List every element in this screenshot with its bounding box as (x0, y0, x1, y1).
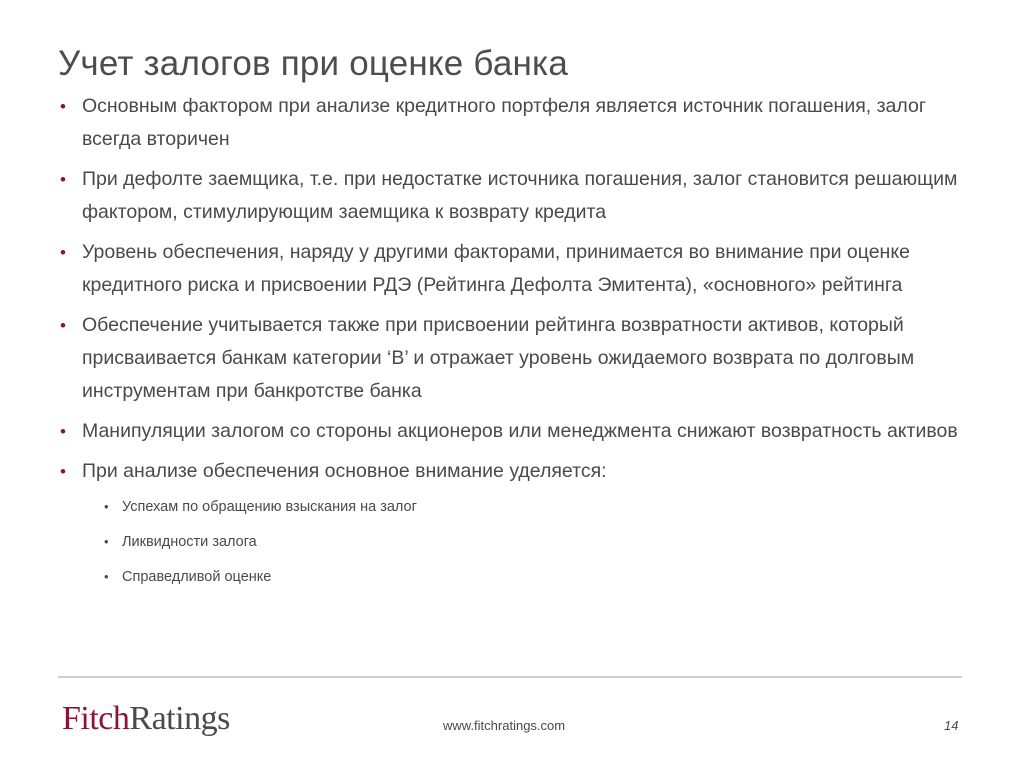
fitch-ratings-logo (62, 700, 230, 738)
bullet-text: Обеспечение учитывается также при присвоении рейтинга возвратности активов, который присваивается банкам категории ‘B’ и отражает уровень ожидаемого возврата по долговым инструментам при банкротстве банка (82, 314, 915, 402)
bullet-item (60, 163, 970, 229)
sub-bullet-text: Успехам по обращению взыскания на залог (122, 499, 417, 515)
sub-bullet-list (82, 496, 970, 588)
bullet-item (60, 90, 970, 156)
bullet-list (60, 90, 970, 601)
bullet-dot-icon: • (60, 243, 66, 262)
bullet-item (60, 236, 970, 302)
bullet-item (60, 455, 970, 588)
bullet-text: Манипуляции залогом со стороны акционеров или менеджмента снижают возвратность активов (82, 420, 958, 442)
sub-bullet-item (82, 496, 970, 518)
sub-bullet-text: Ликвидности залога (122, 534, 257, 550)
sub-bullet-dot-icon: • (104, 534, 109, 549)
bullet-item (60, 309, 970, 408)
footer-url: www.fitchratings.com (443, 718, 566, 733)
sub-bullet-item (82, 531, 970, 553)
bullet-text: Основным фактором при анализе кредитного портфеля является источник погашения, залог всегда вторичен (82, 95, 926, 150)
bullet-dot-icon: • (60, 170, 66, 189)
logo-fitch: Fitch (62, 700, 130, 737)
sub-bullet-item (82, 566, 970, 588)
bullet-text: При дефолте заемщика, т.е. при недостатке источника погашения, залог становится решающим фактором, стимулирующим заемщика к возврату кредита (82, 168, 958, 223)
bullet-item (60, 415, 970, 448)
sub-bullet-dot-icon: • (104, 499, 109, 514)
bullet-dot-icon: • (60, 462, 66, 481)
sub-bullet-dot-icon: • (104, 569, 109, 584)
footer-divider (58, 676, 962, 678)
bullet-dot-icon: • (60, 422, 66, 441)
bullet-dot-icon: • (60, 97, 66, 116)
bullet-dot-icon: • (60, 316, 66, 335)
bullet-text: Уровень обеспечения, наряду у другими факторами, принимается во внимание при оценке кредитного риска и присвоении РДЭ (Рейтинга Дефолта Эмитента), «основного» рейтинга (82, 241, 910, 296)
page-number: 14 (944, 718, 959, 733)
bullet-text: При анализе обеспечения основное внимание уделяется: (82, 460, 607, 482)
logo-ratings: Ratings (129, 700, 230, 737)
slide-title: Учет залогов при оценке банка (58, 44, 568, 83)
sub-bullet-text: Справедливой оценке (122, 569, 272, 585)
